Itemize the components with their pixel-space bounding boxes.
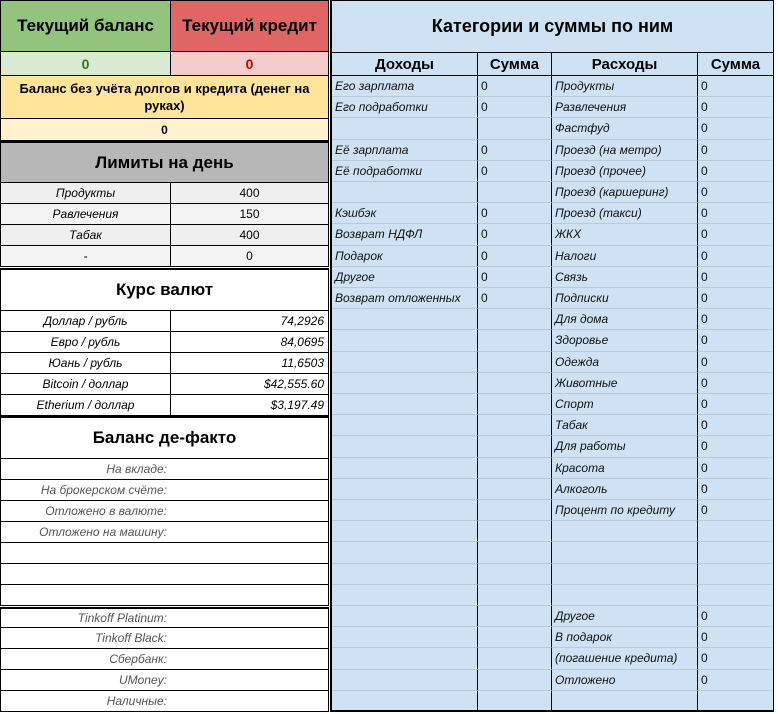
income-category: Его подработки bbox=[332, 97, 478, 118]
daily-limits-title: Лимиты на день bbox=[0, 141, 329, 183]
defacto-label bbox=[0, 585, 171, 606]
expense-sum[interactable]: 0 bbox=[698, 182, 773, 203]
expense-sum[interactable]: 0 bbox=[698, 373, 773, 394]
defacto-label: Отложено в валюте: bbox=[0, 501, 171, 522]
expense-category: Процент по кредиту bbox=[552, 500, 698, 521]
expense-sum[interactable]: 0 bbox=[698, 458, 773, 479]
expense-sum[interactable]: 0 bbox=[698, 76, 773, 97]
expense-category: В подарок bbox=[552, 627, 698, 648]
expense-sum[interactable] bbox=[698, 585, 773, 606]
expense-category: Спорт bbox=[552, 394, 698, 415]
income-category bbox=[332, 627, 478, 648]
defacto-label bbox=[0, 543, 171, 564]
expense-category: Животные bbox=[552, 373, 698, 394]
expense-sum[interactable]: 0 bbox=[698, 288, 773, 309]
rate-label: Евро / рубль bbox=[0, 332, 171, 353]
income-category bbox=[332, 670, 478, 691]
rate-value[interactable]: $3,197.49 bbox=[171, 395, 329, 416]
income-category bbox=[332, 458, 478, 479]
defacto-value[interactable] bbox=[171, 480, 329, 501]
income-category bbox=[332, 352, 478, 373]
defacto-value[interactable] bbox=[171, 628, 329, 649]
expense-category: ЖКХ bbox=[552, 224, 698, 245]
defacto-value[interactable] bbox=[171, 522, 329, 543]
defacto-label: Наличные: bbox=[0, 691, 171, 712]
defacto-value[interactable] bbox=[171, 670, 329, 691]
income-sum[interactable] bbox=[478, 500, 552, 521]
income-category bbox=[332, 585, 478, 606]
income-sum[interactable] bbox=[478, 330, 552, 351]
income-sum[interactable] bbox=[478, 352, 552, 373]
current-credit-header: Текущий кредит bbox=[171, 0, 329, 52]
limit-label: - bbox=[0, 246, 171, 267]
income-category: Его зарплата bbox=[332, 76, 478, 97]
limit-value[interactable]: 150 bbox=[171, 204, 329, 225]
expense-category bbox=[552, 521, 698, 542]
categories-header-row bbox=[330, 52, 774, 76]
income-category bbox=[332, 648, 478, 669]
expense-category: Налоги bbox=[552, 246, 698, 267]
defacto-value[interactable] bbox=[171, 585, 329, 606]
exchange-rates-title: Курс валют bbox=[0, 268, 329, 311]
expense-category: Проезд (каршеринг) bbox=[552, 182, 698, 203]
expense-sum[interactable]: 0 bbox=[698, 394, 773, 415]
expense-category: (погашение кредита) bbox=[552, 648, 698, 669]
expense-category: Продукты bbox=[552, 76, 698, 97]
rate-value[interactable]: $42,555.60 bbox=[171, 374, 329, 395]
expense-sum[interactable]: 0 bbox=[698, 161, 773, 182]
income-sum[interactable]: 0 bbox=[478, 224, 552, 245]
income-header: Доходы bbox=[332, 53, 478, 75]
limit-value[interactable]: 0 bbox=[171, 246, 329, 267]
income-sum[interactable]: 0 bbox=[478, 288, 552, 309]
income-sum[interactable] bbox=[478, 606, 552, 627]
expense-sum[interactable]: 0 bbox=[698, 140, 773, 161]
income-sum[interactable]: 0 bbox=[478, 140, 552, 161]
expense-sum[interactable] bbox=[698, 542, 773, 563]
expense-sum[interactable]: 0 bbox=[698, 436, 773, 457]
expense-category: Фастфуд bbox=[552, 118, 698, 139]
income-sum-header: Сумма bbox=[478, 53, 552, 75]
income-sum[interactable] bbox=[478, 373, 552, 394]
income-category bbox=[332, 542, 478, 563]
income-category bbox=[332, 373, 478, 394]
expense-header: Расходы bbox=[552, 53, 698, 75]
expense-category: Алкоголь bbox=[552, 479, 698, 500]
expense-sum[interactable]: 0 bbox=[698, 352, 773, 373]
income-category bbox=[332, 521, 478, 542]
income-sum[interactable]: 0 bbox=[478, 161, 552, 182]
limit-label: Равлечения bbox=[0, 204, 171, 225]
income-category bbox=[332, 691, 478, 712]
current-balance-header: Текущий баланс bbox=[0, 0, 171, 52]
income-category: Другое bbox=[332, 267, 478, 288]
income-sum[interactable] bbox=[478, 648, 552, 669]
expense-sum[interactable] bbox=[698, 521, 773, 542]
expense-category: Другое bbox=[552, 606, 698, 627]
cash-balance-value[interactable]: 0 bbox=[0, 119, 329, 141]
expense-sum[interactable]: 0 bbox=[698, 118, 773, 139]
income-sum[interactable] bbox=[478, 627, 552, 648]
income-sum[interactable] bbox=[478, 394, 552, 415]
expense-category: Связь bbox=[552, 267, 698, 288]
defacto-label bbox=[0, 564, 171, 585]
income-category bbox=[332, 415, 478, 436]
expense-category: Проезд (прочее) bbox=[552, 161, 698, 182]
income-category bbox=[332, 606, 478, 627]
income-category bbox=[332, 330, 478, 351]
expense-sum[interactable]: 0 bbox=[698, 648, 773, 669]
defacto-balance-title: Баланс де-факто bbox=[0, 416, 329, 459]
defacto-label: UMoney: bbox=[0, 670, 171, 691]
expense-sum[interactable]: 0 bbox=[698, 627, 773, 648]
income-category: Возврат НДФЛ bbox=[332, 224, 478, 245]
rate-value[interactable]: 11,6503 bbox=[171, 353, 329, 374]
income-category bbox=[332, 436, 478, 457]
rate-label: Юань / рубль bbox=[0, 353, 171, 374]
defacto-label: Tinkoff Platinum: bbox=[0, 607, 171, 628]
income-sum[interactable]: 0 bbox=[478, 246, 552, 267]
income-sum[interactable] bbox=[478, 585, 552, 606]
categories-body bbox=[330, 76, 774, 712]
rate-label: Etherium / доллар bbox=[0, 395, 171, 416]
defacto-label: Отложено на машину: bbox=[0, 522, 171, 543]
defacto-label: На брокерском счёте: bbox=[0, 480, 171, 501]
expense-category: Отложено bbox=[552, 670, 698, 691]
income-category: Её зарплата bbox=[332, 140, 478, 161]
expense-sum[interactable]: 0 bbox=[698, 330, 773, 351]
rate-value[interactable]: 74,2926 bbox=[171, 311, 329, 332]
expense-category: Табак bbox=[552, 415, 698, 436]
expense-category: Проезд (такси) bbox=[552, 203, 698, 224]
expense-category: Одежда bbox=[552, 352, 698, 373]
income-sum[interactable] bbox=[478, 436, 552, 457]
income-category bbox=[332, 118, 478, 139]
income-category bbox=[332, 564, 478, 585]
income-category bbox=[332, 500, 478, 521]
expense-category: Красота bbox=[552, 458, 698, 479]
defacto-value[interactable] bbox=[171, 501, 329, 522]
rate-value[interactable]: 84,0695 bbox=[171, 332, 329, 353]
income-sum[interactable] bbox=[478, 458, 552, 479]
expense-sum[interactable]: 0 bbox=[698, 97, 773, 118]
defacto-value[interactable] bbox=[171, 691, 329, 712]
current-balance-value[interactable]: 0 bbox=[0, 52, 171, 76]
expense-sum[interactable]: 0 bbox=[698, 500, 773, 521]
expense-category bbox=[552, 585, 698, 606]
income-sum[interactable]: 0 bbox=[478, 203, 552, 224]
income-sum[interactable] bbox=[478, 479, 552, 500]
income-sum[interactable] bbox=[478, 415, 552, 436]
limit-label: Продукты bbox=[0, 183, 171, 204]
expense-sum[interactable]: 0 bbox=[698, 606, 773, 627]
expense-category: Подписки bbox=[552, 288, 698, 309]
expense-sum[interactable]: 0 bbox=[698, 203, 773, 224]
expense-category: Для дома bbox=[552, 309, 698, 330]
income-category bbox=[332, 394, 478, 415]
income-category: Возврат отложенных bbox=[332, 288, 478, 309]
expense-sum[interactable]: 0 bbox=[698, 479, 773, 500]
expense-sum[interactable]: 0 bbox=[698, 246, 773, 267]
income-category: Подарок bbox=[332, 246, 478, 267]
expense-sum[interactable]: 0 bbox=[698, 224, 773, 245]
rate-label: Bitcoin / доллар bbox=[0, 374, 171, 395]
income-category: Её подработки bbox=[332, 161, 478, 182]
income-category bbox=[332, 309, 478, 330]
income-sum[interactable] bbox=[478, 691, 552, 712]
defacto-label: На вкладе: bbox=[0, 459, 171, 480]
rate-label: Доллар / рубль bbox=[0, 311, 171, 332]
expense-category: Проезд (на метро) bbox=[552, 140, 698, 161]
income-sum[interactable] bbox=[478, 542, 552, 563]
expense-sum[interactable] bbox=[698, 691, 773, 712]
expense-category: Развлечения bbox=[552, 97, 698, 118]
current-credit-value[interactable]: 0 bbox=[171, 52, 329, 76]
expense-sum[interactable]: 0 bbox=[698, 267, 773, 288]
expense-sum-header: Сумма bbox=[710, 55, 761, 73]
defacto-value[interactable] bbox=[171, 649, 329, 670]
income-sum[interactable] bbox=[478, 564, 552, 585]
income-sum[interactable] bbox=[478, 182, 552, 203]
expense-sum[interactable]: 0 bbox=[698, 309, 773, 330]
expense-category: Для работы bbox=[552, 436, 698, 457]
income-sum[interactable] bbox=[478, 309, 552, 330]
income-sum[interactable] bbox=[478, 670, 552, 691]
defacto-label: Сбербанк: bbox=[0, 649, 171, 670]
income-sum[interactable] bbox=[478, 521, 552, 542]
expense-category bbox=[552, 542, 698, 563]
cash-balance-title: Баланс без учёта долгов и кредита (денег на руках) bbox=[0, 76, 329, 119]
income-category: Кэшбэк bbox=[332, 203, 478, 224]
income-sum[interactable]: 0 bbox=[478, 97, 552, 118]
limit-value[interactable]: 400 bbox=[171, 183, 329, 204]
expense-category bbox=[552, 564, 698, 585]
income-category bbox=[332, 182, 478, 203]
expense-sum[interactable]: 0 bbox=[698, 670, 773, 691]
income-sum[interactable] bbox=[478, 118, 552, 139]
expense-category: Здоровье bbox=[552, 330, 698, 351]
limit-value[interactable]: 400 bbox=[171, 225, 329, 246]
limit-label: Табак bbox=[0, 225, 171, 246]
expense-category bbox=[552, 691, 698, 712]
expense-sum[interactable] bbox=[698, 564, 773, 585]
defacto-value[interactable] bbox=[171, 564, 329, 585]
income-sum[interactable]: 0 bbox=[478, 267, 552, 288]
expense-sum[interactable]: 0 bbox=[698, 415, 773, 436]
defacto-value[interactable] bbox=[171, 459, 329, 480]
categories-title: Категории и суммы по ним bbox=[330, 0, 774, 52]
income-category bbox=[332, 479, 478, 500]
defacto-label: Tinkoff Black: bbox=[0, 628, 171, 649]
defacto-value[interactable] bbox=[171, 543, 329, 564]
income-sum[interactable]: 0 bbox=[478, 76, 552, 97]
defacto-value[interactable] bbox=[171, 607, 329, 628]
